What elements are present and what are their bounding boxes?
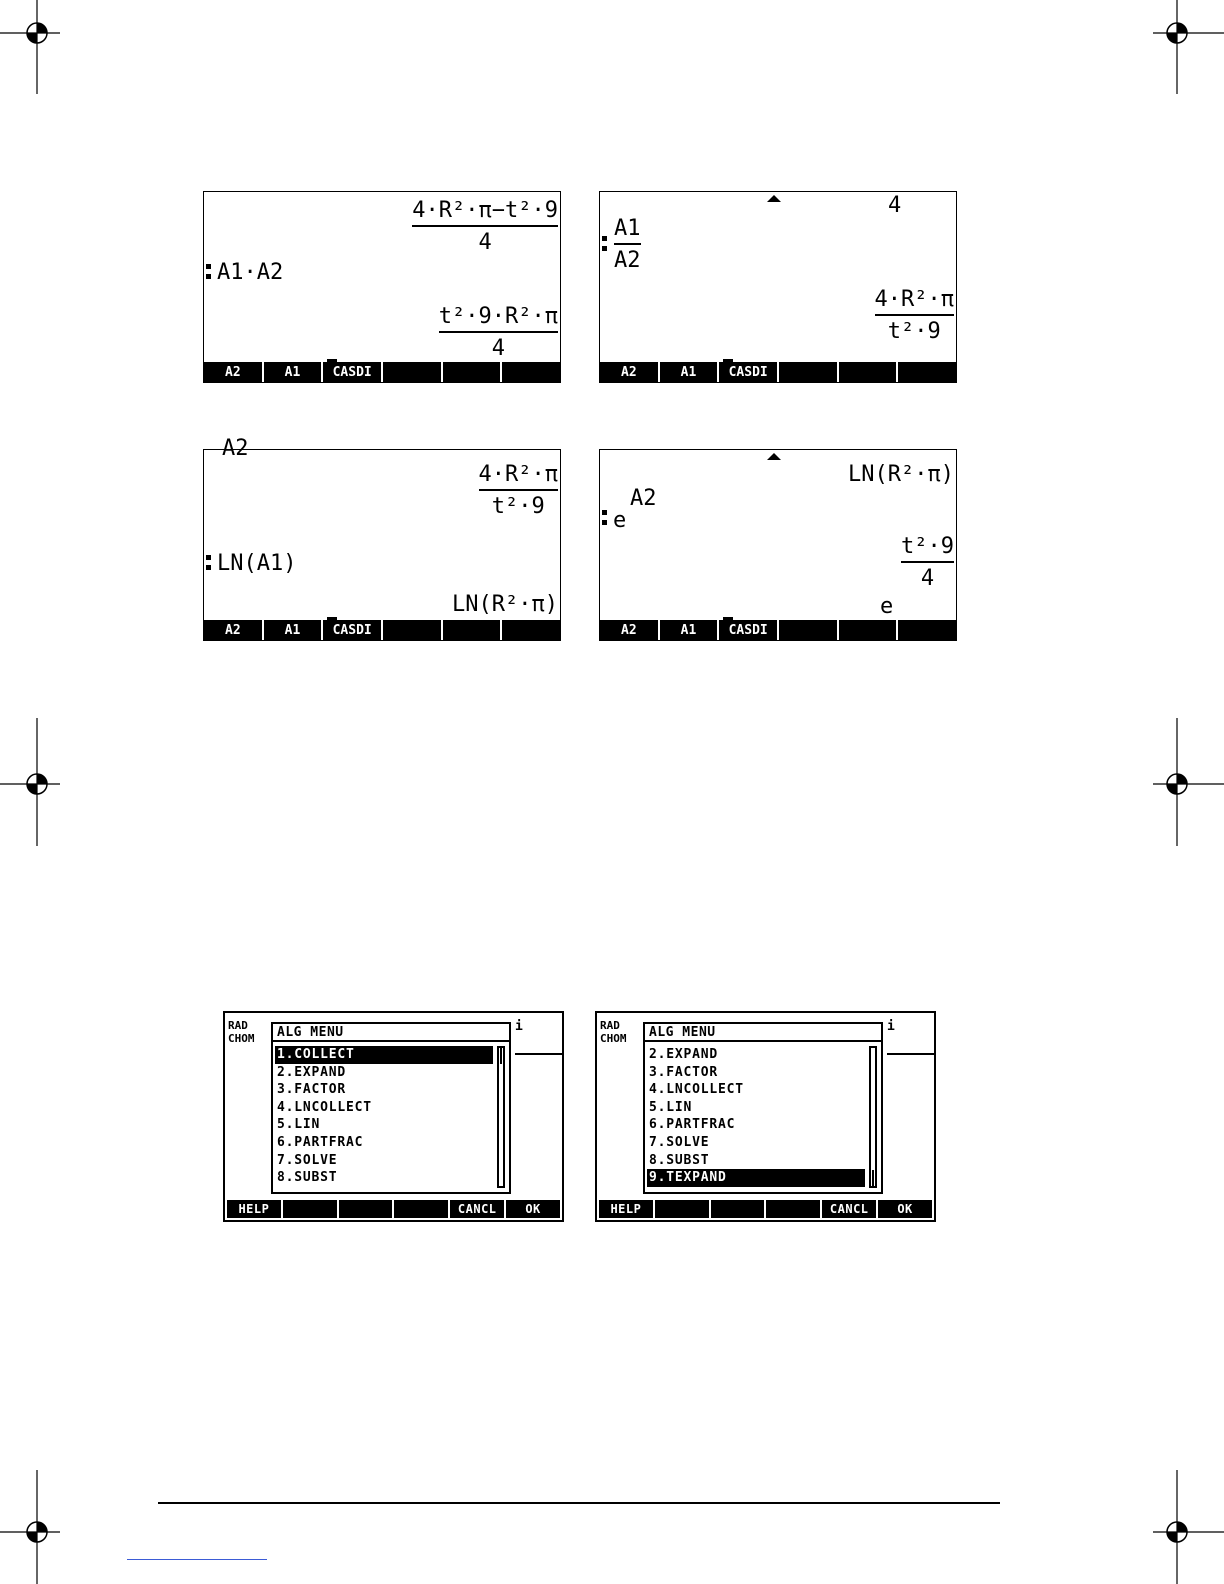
registration-mark-icon — [0, 1470, 75, 1584]
softkey-empty-4[interactable] — [394, 1200, 450, 1218]
menu-item-texpand[interactable]: 9.TEXPAND — [647, 1169, 865, 1187]
alg-menu-dialog — [643, 1022, 883, 1194]
softkey-a1[interactable]: A1 — [264, 362, 324, 382]
softkey-a2[interactable]: A2 — [204, 620, 264, 640]
main-expression-exponent: A2 — [630, 486, 657, 511]
menu-scrollbar[interactable] — [869, 1046, 877, 1188]
softkey-cancel[interactable]: CANCL — [450, 1200, 506, 1218]
registration-mark-icon — [1148, 0, 1224, 95]
softkey-empty-5[interactable] — [443, 362, 503, 382]
menu-item-factor[interactable]: 3.FACTOR — [277, 1082, 347, 1098]
entry-marker — [602, 510, 607, 515]
top-value: 4 — [888, 193, 902, 218]
softkey-empty-4[interactable] — [779, 362, 839, 382]
menu-item-factor[interactable]: 3.FACTOR — [649, 1064, 719, 1080]
scrollbar-thumb[interactable] — [500, 1048, 502, 1064]
softkey-a1[interactable]: A1 — [660, 362, 720, 382]
lower-result-denominator: 4 — [491, 336, 506, 361]
softkey-ok[interactable]: OK — [525, 1202, 541, 1216]
alg-menu-screen-2 — [595, 1011, 936, 1222]
main-expression-base: e — [613, 508, 627, 533]
menu-scrollbar[interactable] — [497, 1046, 505, 1188]
main-expression-numerator: A1 — [614, 216, 641, 241]
entry-marker — [602, 236, 607, 241]
upper-result-denominator: t²·9 — [491, 494, 545, 519]
dialog-title: ALG MENU — [645, 1024, 881, 1042]
softkey-casdi[interactable]: CASDI — [719, 620, 779, 640]
entry-marker — [206, 555, 211, 560]
softkey-empty-5[interactable] — [839, 362, 899, 382]
menu-item-partfrac[interactable]: 6.PARTFRAC — [649, 1117, 736, 1133]
lower-exponent-denominator: 4 — [920, 566, 935, 591]
scrollbar-thumb[interactable] — [872, 1170, 874, 1186]
status-labels — [600, 1019, 627, 1045]
softkey-menu — [204, 362, 560, 382]
divider — [515, 1053, 563, 1055]
softkey-empty-4[interactable] — [766, 1200, 822, 1218]
softkey-empty-6[interactable] — [898, 620, 956, 640]
softkey-menu — [600, 362, 956, 382]
softkey-ok[interactable]: OK — [897, 1202, 913, 1216]
lower-result — [875, 287, 954, 344]
softkey-a2[interactable]: A2 — [600, 362, 660, 382]
lower-result-exponent — [901, 534, 954, 591]
background-char: i — [515, 1019, 523, 1034]
entry-marker — [602, 520, 607, 525]
divider — [887, 1053, 935, 1055]
menu-item-lin[interactable]: 5.LIN — [277, 1117, 321, 1133]
menu-item-lin[interactable]: 5.LIN — [649, 1099, 693, 1115]
lower-exponent-numerator: t²·9 — [901, 534, 954, 559]
softkey-empty-4[interactable] — [383, 362, 443, 382]
upper-result-numerator: 4·R²·π — [478, 462, 558, 487]
softkey-help[interactable]: HELP — [599, 1200, 655, 1218]
alg-menu-screen-1 — [223, 1011, 564, 1222]
menu-item-collect[interactable]: 1.COLLECT — [275, 1046, 493, 1064]
lower-result — [439, 304, 558, 361]
scroll-up-arrow-icon — [767, 195, 781, 202]
menu-item-expand[interactable]: 2.EXPAND — [277, 1064, 347, 1080]
softkey-menu — [204, 620, 560, 640]
registration-mark-icon — [0, 0, 75, 95]
softkey-empty-2[interactable] — [283, 1200, 339, 1218]
menu-item-partfrac[interactable]: 6.PARTFRAC — [277, 1134, 364, 1150]
entry-marker — [602, 246, 607, 251]
softkey-cancel[interactable]: CANCL — [822, 1200, 878, 1218]
softkey-empty-4[interactable] — [383, 620, 443, 640]
softkey-menu — [227, 1200, 560, 1218]
entry-marker — [206, 264, 211, 269]
upper-result — [412, 198, 558, 255]
lower-result: LN(R²·π) — [452, 592, 558, 617]
menu-item-subst[interactable]: 8.SUBST — [277, 1170, 338, 1186]
cas-mode-label: CHOM — [600, 1032, 627, 1045]
main-expression: LN(A1) — [217, 551, 297, 576]
softkey-empty-6[interactable] — [502, 620, 560, 640]
main-expression: A1·A2 — [217, 260, 284, 285]
registration-mark-icon — [0, 718, 75, 848]
registration-mark-icon — [1148, 718, 1224, 848]
partial-top-expression: A2 — [222, 436, 249, 461]
menu-item-expand[interactable]: 2.EXPAND — [649, 1047, 719, 1062]
softkey-empty-5[interactable] — [839, 620, 899, 640]
menu-item-solve[interactable]: 7.SOLVE — [649, 1134, 710, 1150]
alg-menu-dialog — [271, 1022, 511, 1194]
upper-result-denominator: 4 — [478, 230, 492, 255]
registration-mark-icon — [1148, 1470, 1224, 1584]
softkey-casdi[interactable]: CASDI — [323, 362, 383, 382]
menu-item-lncollect[interactable]: 4.LNCOLLECT — [277, 1099, 372, 1115]
cas-mode-label: CHOM — [228, 1032, 255, 1045]
softkey-empty-6[interactable] — [502, 362, 560, 382]
softkey-help[interactable]: HELP — [227, 1200, 283, 1218]
softkey-a2[interactable]: A2 — [600, 620, 660, 640]
calculator-screen-3 — [203, 436, 561, 641]
menu-item-solve[interactable]: 7.SOLVE — [277, 1152, 338, 1168]
softkey-a1[interactable]: A1 — [264, 620, 324, 640]
main-expression — [614, 216, 641, 273]
softkey-a1[interactable]: A1 — [660, 620, 720, 640]
menu-list — [275, 1046, 493, 1187]
menu-item-lncollect[interactable]: 4.LNCOLLECT — [649, 1082, 744, 1098]
dialog-title: ALG MENU — [273, 1024, 509, 1042]
menu-list — [647, 1046, 865, 1187]
status-labels — [228, 1019, 255, 1045]
lower-result-base: e — [880, 594, 894, 619]
softkey-empty-4[interactable] — [779, 620, 839, 640]
softkey-menu — [599, 1200, 932, 1218]
softkey-empty-3[interactable] — [339, 1200, 395, 1218]
softkey-empty-3[interactable] — [711, 1200, 767, 1218]
softkey-empty-6[interactable] — [898, 362, 956, 382]
softkey-menu — [600, 620, 956, 640]
scroll-up-arrow-icon — [767, 453, 781, 460]
angle-mode-label: RAD — [600, 1019, 620, 1032]
footer-rule — [158, 1502, 1000, 1504]
upper-result-numerator: 4·R²·π−t²·9 — [412, 198, 558, 223]
angle-mode-label: RAD — [228, 1019, 248, 1032]
softkey-a2[interactable]: A2 — [204, 362, 264, 382]
lower-result-denominator: t²·9 — [887, 319, 941, 344]
softkey-casdi[interactable]: CASDI — [323, 620, 383, 640]
footer-link-underline — [127, 1559, 267, 1560]
calculator-screen-1 — [203, 191, 561, 383]
background-char: i — [887, 1019, 895, 1034]
calculator-screen-2 — [599, 191, 957, 383]
softkey-casdi[interactable]: CASDI — [719, 362, 779, 382]
softkey-empty-2[interactable] — [655, 1200, 711, 1218]
softkey-empty-5[interactable] — [443, 620, 503, 640]
calculator-screen-4 — [599, 449, 957, 641]
main-expression-denominator: A2 — [614, 248, 641, 273]
top-value: LN(R²·π) — [848, 462, 954, 487]
lower-result-numerator: 4·R²·π — [874, 287, 954, 312]
upper-result — [479, 462, 558, 519]
entry-marker — [206, 565, 211, 570]
lower-result-numerator: t²·9·R²·π — [438, 304, 558, 329]
menu-item-subst[interactable]: 8.SUBST — [649, 1152, 710, 1168]
entry-marker — [206, 274, 211, 279]
